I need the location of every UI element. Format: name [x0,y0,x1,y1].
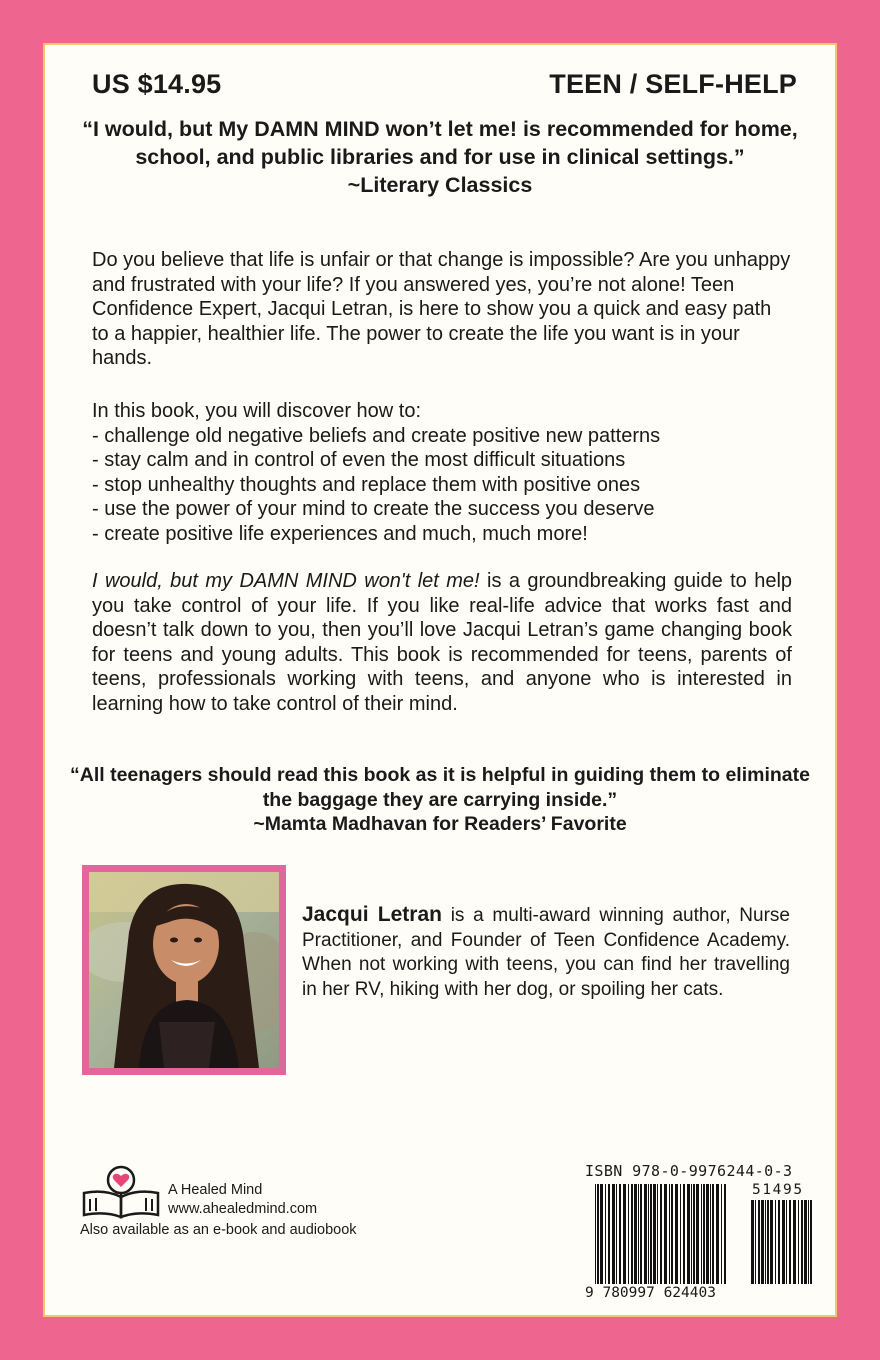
author-bio-text: is a multi-award winning author, Nurse Practitioner, and Founder of Teen Confidence Academy. When not working with teens, you can find her travelling in her RV, hiking with her dog, or spoiling her cats. [302,905,790,1000]
learn-item: - stay calm and in control of even the most difficult situations [92,449,626,471]
barcode-block [585,1162,825,1307]
back-cover [45,45,835,1315]
bottom-quote-text: “All teenagers should read this book as it is helpful in guiding them to eliminate the baggage they are carrying inside.” [69,764,810,811]
ean-digits: 9 780997 624403 [585,1285,716,1301]
publisher-name: A Healed Mind [168,1182,263,1198]
price-addon-barcode [751,1200,821,1284]
availability-note: Also available as an e-book and audiobook [80,1222,357,1238]
bottom-review-quote [65,763,815,837]
description-paragraph [92,569,792,716]
learn-item: - create positive life experiences and much, much more! [92,522,588,545]
price-code: 51495 [752,1182,804,1198]
learn-item: - challenge old negative beliefs and create positive new patterns [92,424,661,447]
intro-paragraph: Do you believe that life is unfair or that change is impossible? Are you unhappy and frustrated with your life? If you answered yes, you’re not alone! Teen Confidence Expert, Jacqui Letran, is here to show you a quick and easy path to a happier, healthier life. The power to create the life you want is in your hands. [92,249,791,369]
description-text: is a groundbreaking guide to help you take control of your life. If you like real-life advice that works fast and doesn’t talk down to you, then you’ll love Jacqui Letran’s game changing book for teens and young adults. This book is recommended for teens, parents of teens, professionals working with teens, and anyone who is interested in learning how to take control of their mind. [92,570,793,715]
top-quote-text: “I would, but My DAMN MIND won’t let me! is recommended for home, school, and public libraries and for use in clinical settings.” [82,117,798,169]
learn-lead: In this book, you will discover how to: [92,400,422,422]
category-label: TEEN / SELF-HELP [549,69,797,99]
top-quote-source: ~Literary Classics [347,173,533,197]
price-label: US $14.95 [92,69,222,99]
learn-list [92,424,792,547]
learn-item: - stop unhealthy thoughts and replace them with positive ones [92,473,641,496]
author-photo-image [89,872,279,1068]
top-review-quote [65,115,815,199]
ean-barcode [595,1184,745,1284]
open-book-heart-icon [80,1163,162,1224]
learn-list-block [92,399,792,546]
author-name: Jacqui Letran [302,903,442,926]
learn-item: - use the power of your mind to create the success you deserve [92,498,655,520]
author-photo [82,865,286,1075]
bottom-quote-source: ~Mamta Madhavan for Readers’ Favorite [253,813,627,835]
book-title-italic: I would, but my DAMN MIND won't let me! [92,570,480,592]
publisher-url[interactable]: www.ahealedmind.com [168,1201,318,1217]
isbn-text: ISBN 978-0-9976244-0-3 [585,1162,793,1180]
author-bio [302,903,790,1002]
